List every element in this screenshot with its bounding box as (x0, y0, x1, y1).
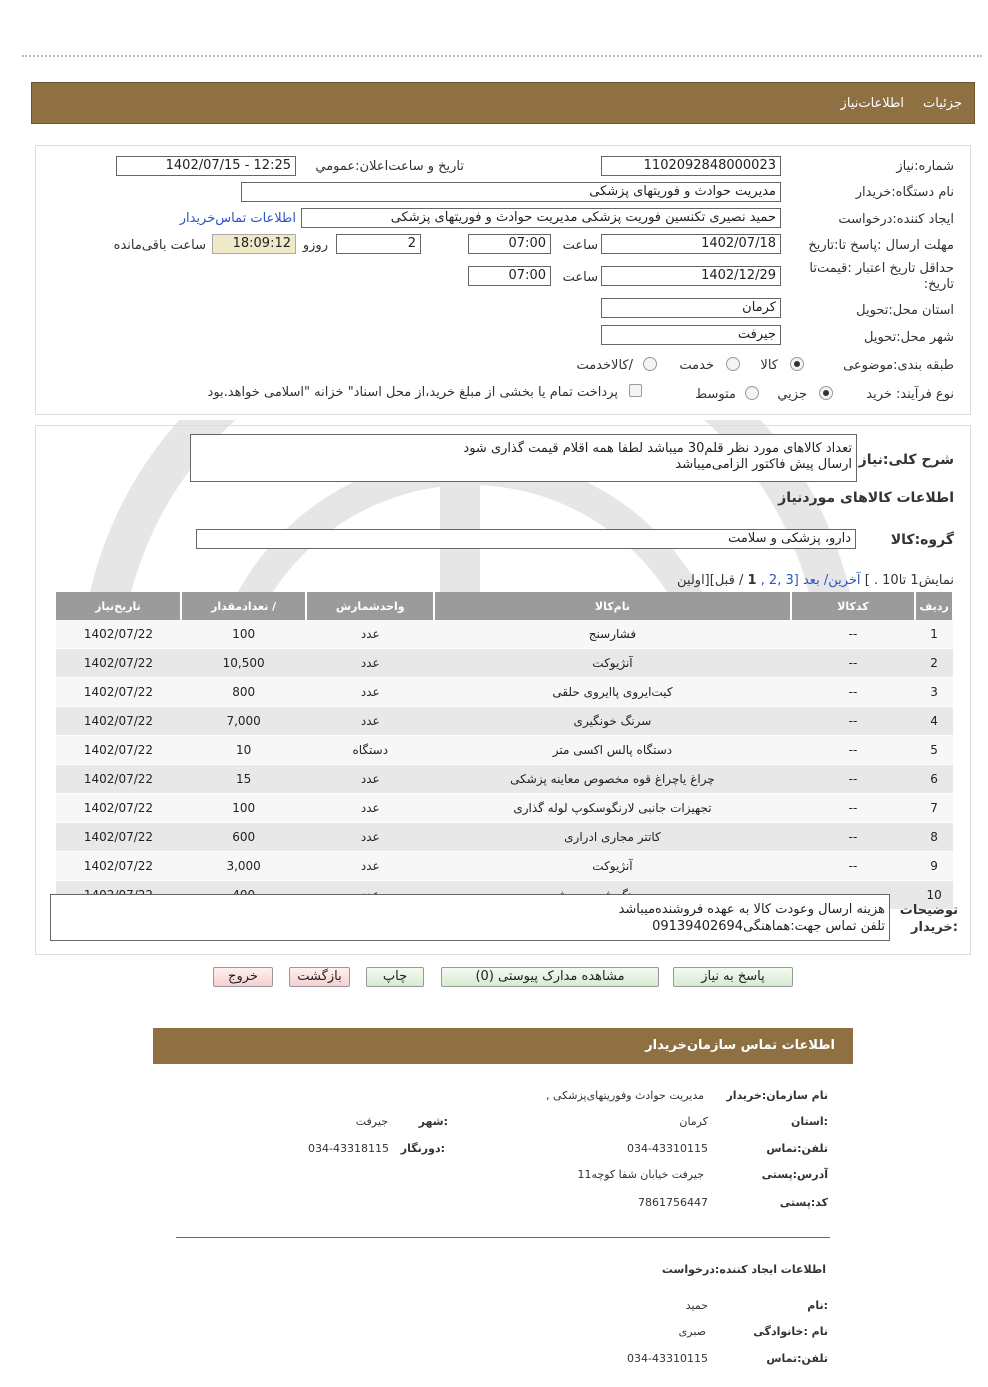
goods-group-field: دارو، پزشکی و سلامت (196, 529, 856, 549)
cell-name: کاتتر مجاری ادراری (434, 823, 791, 852)
cell-qty: 10 (181, 736, 306, 765)
process-medium-radio[interactable] (745, 386, 759, 400)
buyer-notes-label-1: توضیحات (899, 903, 958, 918)
cell-qty: 800 (181, 678, 306, 707)
process-medium-label: متوسط (695, 387, 736, 402)
creator-phone-value: 034-43310115 (627, 1352, 708, 1365)
cell-row-no: 6 (915, 765, 953, 794)
cell-code: -- (791, 707, 915, 736)
validity-label: حداقل تاریخ اعتبار :قیمت‌تا تاریخ: (809, 261, 954, 292)
province-label: استان محل:تحویل (856, 303, 954, 318)
pagination-pages-links[interactable]: [3 ,2 , (760, 573, 799, 588)
contact-org-value: مدیریت حوادث وفوریتهای‌پزشکی , (545, 1089, 704, 1102)
top-dotted-divider (22, 55, 982, 57)
cell-row-no: 7 (915, 794, 953, 823)
table-row (56, 649, 953, 678)
buyer-notes-line-1: هزینه ارسال وعودت کالا به عهده فروشنده‌میباشد (618, 902, 885, 917)
category-service-radio[interactable] (726, 357, 740, 371)
cell-code: -- (791, 794, 915, 823)
deadline-time-label: ساعت (562, 238, 598, 253)
cell-name: چراغ یاچراغ قوه مخصوص معاینه پزشکی (434, 765, 791, 794)
contact-divider (176, 1237, 830, 1238)
pagination-next-link[interactable]: / بعد (802, 573, 829, 588)
category-label: طبقه بندی:موضوعی (843, 358, 954, 373)
col-qty-header: / تعدادمقدار (181, 592, 306, 620)
creator-name-label: :نام (807, 1299, 828, 1312)
category-service-label: خدمت (679, 358, 714, 373)
announce-date-field: 1402/07/15 - 12:25 (116, 156, 296, 176)
table-row (56, 765, 953, 794)
contact-city-label: :شهر (418, 1115, 448, 1128)
tab-need-info[interactable]: اطلاعات‌نیاز (840, 96, 904, 111)
cell-code: -- (791, 678, 915, 707)
cell-unit: عدد (306, 794, 434, 823)
buyer-org-field: مدیریت حوادث و فوریتهای پزشکی (241, 182, 781, 202)
description-line-2: ارسال پیش فاکتور الزامی‌میباشد (675, 457, 852, 472)
table-row (56, 678, 953, 707)
need-number-label: شماره:نیاز (896, 159, 954, 174)
pagination-prev-first[interactable]: / قبل][اولین (677, 573, 744, 588)
exit-button[interactable]: خروج (213, 967, 273, 987)
cell-date: 1402/07/22 (56, 765, 181, 794)
table-row (56, 736, 953, 765)
cell-unit: دستگاه (306, 736, 434, 765)
remaining-time-field: 18:09:12 (212, 234, 296, 254)
buyer-org-label: نام دستگاه:خریدار (855, 185, 954, 200)
col-unit-header: واحدشمارش (306, 592, 434, 620)
cell-name: فشارسنج (434, 620, 791, 649)
process-partial-radio[interactable] (819, 386, 833, 400)
cell-date: 1402/07/22 (56, 794, 181, 823)
cell-unit: عدد (306, 823, 434, 852)
city-label: شهر محل:تحویل (864, 330, 954, 345)
contact-postal-value: 7861756447 (638, 1196, 708, 1209)
cell-code: -- (791, 649, 915, 678)
province-field: کرمان (601, 298, 781, 318)
cell-date: 1402/07/22 (56, 736, 181, 765)
print-button[interactable]: چاپ (366, 967, 424, 987)
creator-field: حمید نصیری تکنسین فوریت پزشکی مدیریت حوادث و فوریتهای پزشکی (301, 208, 781, 228)
creator-label: ایجاد کننده:درخواست (838, 212, 954, 227)
category-goods-service-radio[interactable] (643, 357, 657, 371)
cell-qty: 3,000 (181, 852, 306, 881)
cell-qty: 10,500 (181, 649, 306, 678)
description-box (190, 434, 857, 482)
view-attachments-button[interactable]: مشاهده مدارک پیوستی (0) (441, 967, 659, 987)
deadline-date-field: 1402/07/18 (601, 234, 781, 254)
reply-button[interactable]: پاسخ به نیاز (673, 967, 793, 987)
cell-name: آنژیوکت (434, 649, 791, 678)
goods-table (56, 592, 954, 910)
cell-row-no: 3 (915, 678, 953, 707)
contact-province-label: :استان (791, 1115, 828, 1128)
cell-row-no: 1 (915, 620, 953, 649)
validity-time-label: ساعت (562, 270, 598, 285)
creator-name-value: حمید (685, 1299, 708, 1312)
treasury-payment-checkbox[interactable] (629, 384, 642, 397)
table-row (56, 823, 953, 852)
cell-code: -- (791, 852, 915, 881)
contact-address-value: جیرفت خیابان شفا کوچه11 (577, 1168, 704, 1181)
back-button[interactable]: بازگشت (289, 967, 350, 987)
description-label: شرح کلی:نیاز (858, 452, 954, 468)
cell-date: 1402/07/22 (56, 620, 181, 649)
tab-details[interactable]: جزئیات (923, 96, 962, 111)
cell-qty: 600 (181, 823, 306, 852)
goods-info-title: اطلاعات کالاهای موردنیاز (778, 490, 954, 506)
cell-date: 1402/07/22 (56, 707, 181, 736)
cell-date: 1402/07/22 (56, 649, 181, 678)
announce-date-label: تاریخ و ساعت‌اعلان:عمومي (315, 159, 464, 174)
contact-fax-value: 034-43318115 (308, 1142, 389, 1155)
city-field: جیرفت (601, 325, 781, 345)
process-type-label: نوع فرآیند: خرید (866, 387, 954, 402)
cell-name: دستگاه پالس اکسی متر (434, 736, 791, 765)
cell-date: 1402/07/22 (56, 678, 181, 707)
cell-unit: عدد (306, 620, 434, 649)
creator-phone-label: تلفن:تماس (766, 1352, 828, 1365)
cell-name: سرنگ خونگیری (434, 707, 791, 736)
buyer-notes-label-2: :خریدار (911, 920, 958, 935)
cell-unit: عدد (306, 707, 434, 736)
category-goods-label: کالا (760, 358, 778, 373)
contact-phone-label: تلفن:تماس (766, 1142, 828, 1155)
description-line-1: تعداد کالاهای مورد نظر قلم30 میباشد لطفا همه اقلام قیمت گذاری شود (463, 441, 852, 456)
cell-row-no: 4 (915, 707, 953, 736)
creator-info-title: اطلاعات ایجاد کننده:درخواست (661, 1263, 826, 1276)
col-code-header: کدکالا (791, 592, 915, 620)
category-goods-radio[interactable] (790, 357, 804, 371)
header-bar (31, 82, 975, 124)
col-name-header: نام‌کالا (434, 592, 791, 620)
buyer-notes-line-2: تلفن تماس جهت:هماهنگی09139402694 (652, 919, 885, 934)
pagination (677, 573, 954, 588)
need-number-field: 1102092848000023 (601, 156, 781, 176)
contact-phone-value: 034-43310115 (627, 1142, 708, 1155)
col-row-header: ردیف (915, 592, 953, 620)
days-field: 2 (336, 234, 421, 254)
cell-qty: 15 (181, 765, 306, 794)
cell-unit: عدد (306, 678, 434, 707)
validity-time-field: 07:00 (468, 266, 551, 286)
cell-unit: عدد (306, 649, 434, 678)
pagination-last-link[interactable]: آخرین (828, 573, 861, 588)
cell-qty: 100 (181, 794, 306, 823)
cell-code: -- (791, 620, 915, 649)
cell-qty: 7,000 (181, 707, 306, 736)
buyer-notes-label (900, 902, 958, 936)
contact-city-value: جیرفت (355, 1115, 388, 1128)
category-goods-service-label: /کالاخدمت (576, 358, 633, 373)
treasury-payment-note: پرداخت تمام یا بخشی از مبلغ خرید،از محل اسناد" خزانه "اسلامی خواهد.بود (207, 385, 618, 400)
contact-province-value: کرمان (679, 1115, 708, 1128)
cell-row-no: 10 (915, 881, 953, 910)
days-label: روزو (302, 238, 328, 253)
creator-family-label: نام :خانوادگی (753, 1325, 828, 1338)
cell-row-no: 8 (915, 823, 953, 852)
cell-unit: عدد (306, 765, 434, 794)
cell-name: تجهیزات جانبی لارنگوسکوپ لوله گذاری (434, 794, 791, 823)
cell-code: -- (791, 765, 915, 794)
pagination-show: نمایش1 تا10 . ] (864, 573, 954, 588)
goods-group-label: گروه:کالا (890, 532, 954, 548)
contact-bar-title: اطلاعات تماس سازمان‌خریدار (645, 1038, 835, 1053)
col-date-header: تاریخ‌نیاز (56, 592, 181, 620)
contact-bar (153, 1028, 853, 1064)
contact-org-label: نام سازمان:خریدار (726, 1089, 828, 1102)
cell-date: 1402/07/22 (56, 823, 181, 852)
table-row (56, 707, 953, 736)
cell-name: آنژیوکت (434, 852, 791, 881)
validity-date-field: 1402/12/29 (601, 266, 781, 286)
table-row (56, 794, 953, 823)
cell-code: -- (791, 736, 915, 765)
deadline-label: مهلت ارسال :پاسخ تا:تاریخ (808, 238, 954, 253)
remaining-time-label: ساعت باقی‌مانده (113, 238, 206, 253)
cell-row-no: 2 (915, 649, 953, 678)
contact-address-label: آدرس:پستی (761, 1168, 828, 1181)
cell-name: کیت‌ایروی پاایروی حلقی (434, 678, 791, 707)
contact-postal-label: کد:پستی (779, 1196, 828, 1209)
table-row (56, 852, 953, 881)
deadline-time-field: 07:00 (468, 234, 551, 254)
buyer-contact-link[interactable]: اطلاعات تماس‌خریدار (179, 211, 296, 226)
cell-row-no: 5 (915, 736, 953, 765)
cell-qty: 100 (181, 620, 306, 649)
creator-family-value: صبری (678, 1325, 706, 1338)
pagination-current-page: 1 (747, 573, 757, 588)
cell-date: 1402/07/22 (56, 852, 181, 881)
process-partial-label: جزيي (777, 387, 807, 402)
cell-unit: عدد (306, 852, 434, 881)
buyer-notes-box (50, 894, 890, 941)
table-row (56, 620, 953, 649)
contact-fax-label: :دورنگار (400, 1142, 445, 1155)
cell-code: -- (791, 823, 915, 852)
cell-row-no: 9 (915, 852, 953, 881)
